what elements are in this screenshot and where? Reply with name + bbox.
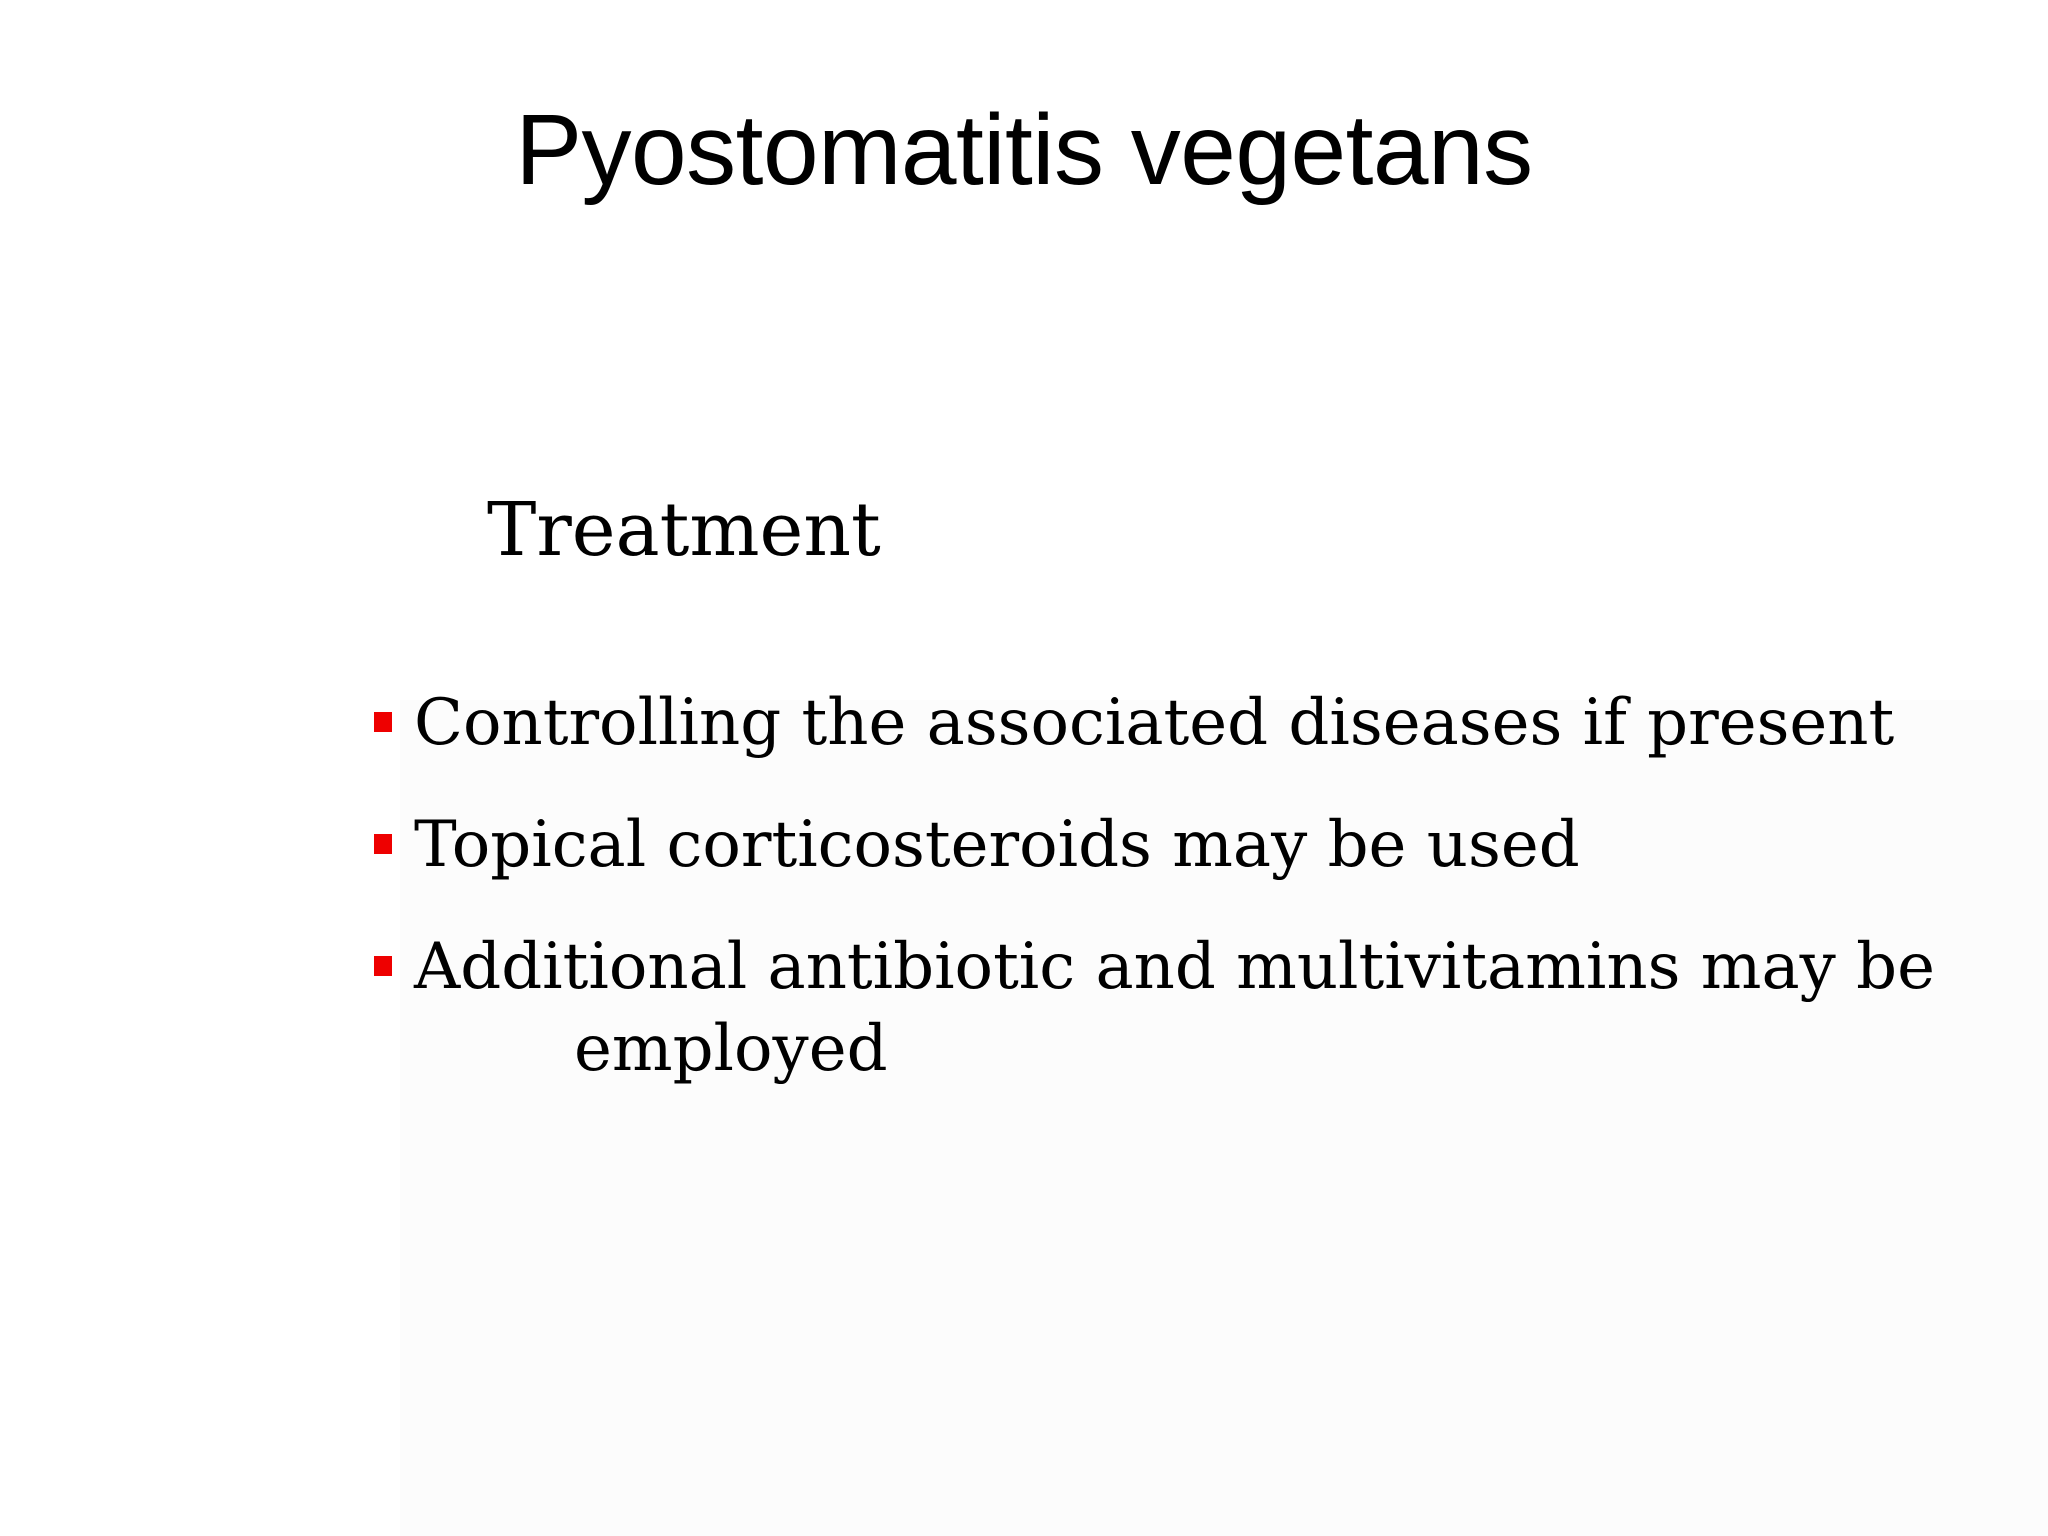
bullet-list [372,682,2012,1130]
bullet-text: Controlling the associated diseases if present [414,686,1895,760]
slide-title: Pyostomatitis vegetans [515,94,1533,206]
red-square-bullet-icon [374,956,392,976]
red-square-bullet-icon [374,834,392,854]
list-item [372,926,2012,1090]
list-item [372,682,2012,764]
red-square-bullet-icon [374,712,392,732]
list-item [372,804,2012,886]
section-heading: Treatment [487,487,881,573]
bullet-text: Topical corticosteroids may be used [414,808,1580,882]
bullet-continuation-text: employed [574,1012,888,1086]
bullet-text: Additional antibiotic and multivitamins may be [414,930,1935,1004]
